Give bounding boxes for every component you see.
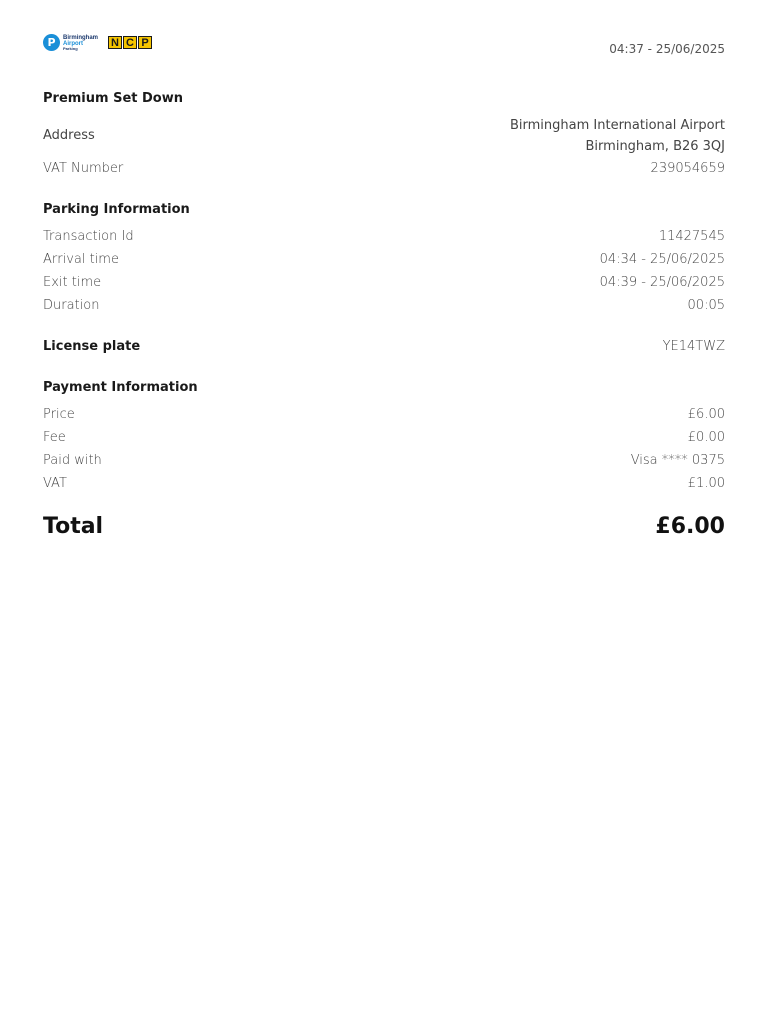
address-line2: Birmingham, B26 3QJ bbox=[585, 139, 725, 154]
payment-info-title: Payment Information bbox=[43, 380, 198, 395]
price-value: £6.00 bbox=[687, 407, 725, 422]
fee-row bbox=[43, 430, 725, 445]
receipt-timestamp: 04:37 - 25/06/2025 bbox=[609, 42, 725, 56]
ncp-logo bbox=[108, 36, 153, 49]
price-row bbox=[43, 407, 725, 422]
ncp-logo-letter-p: P bbox=[138, 36, 152, 49]
paid-with-label: Paid with bbox=[43, 453, 102, 468]
address-value bbox=[510, 115, 725, 157]
fee-value: £0.00 bbox=[687, 430, 725, 445]
bap-logo-line3: Parking bbox=[63, 45, 78, 51]
vat-number-label: VAT Number bbox=[43, 161, 124, 176]
vat-number-row bbox=[43, 161, 725, 176]
fee-label: Fee bbox=[43, 430, 66, 445]
exit-time-label: Exit time bbox=[43, 275, 102, 290]
vat-value: £1.00 bbox=[687, 476, 725, 491]
address-label: Address bbox=[43, 128, 95, 143]
transaction-id-row bbox=[43, 229, 725, 244]
price-label: Price bbox=[43, 407, 75, 422]
vat-number-value: 239054659 bbox=[650, 161, 725, 176]
exit-time-row bbox=[43, 275, 725, 290]
location-title: Premium Set Down bbox=[43, 91, 183, 106]
logos bbox=[43, 34, 153, 51]
vat-row bbox=[43, 476, 725, 491]
arrival-time-label: Arrival time bbox=[43, 252, 119, 267]
receipt-page bbox=[43, 0, 725, 539]
duration-value: 00:05 bbox=[687, 298, 725, 313]
duration-label: Duration bbox=[43, 298, 100, 313]
transaction-id-label: Transaction Id bbox=[43, 229, 134, 244]
license-plate-value: YE14TWZ bbox=[662, 339, 725, 354]
license-plate-row bbox=[43, 339, 725, 354]
exit-time-value: 04:39 - 25/06/2025 bbox=[599, 275, 725, 290]
bap-logo-text bbox=[63, 35, 98, 51]
parking-info-title: Parking Information bbox=[43, 202, 190, 217]
transaction-id-value: 11427545 bbox=[658, 229, 725, 244]
paid-with-value: Visa **** 0375 bbox=[630, 453, 725, 468]
ncp-logo-letter-n: N bbox=[108, 36, 122, 49]
bap-logo-line1: Birmingham bbox=[63, 34, 99, 41]
address-line1: Birmingham International Airport bbox=[509, 118, 725, 133]
license-plate-label: License plate bbox=[43, 339, 141, 354]
bap-logo-line2: Airport bbox=[63, 40, 83, 47]
arrival-time-row bbox=[43, 252, 725, 267]
total-label: Total bbox=[43, 514, 104, 539]
total-value: £6.00 bbox=[655, 514, 725, 539]
duration-row bbox=[43, 298, 725, 313]
ncp-logo-letter-c: C bbox=[123, 36, 137, 49]
parking-p-icon: P bbox=[43, 34, 60, 51]
receipt-header bbox=[43, 0, 725, 80]
birmingham-airport-parking-logo bbox=[43, 34, 98, 51]
vat-label: VAT bbox=[43, 476, 67, 491]
total-row bbox=[43, 514, 725, 539]
arrival-time-value: 04:34 - 25/06/2025 bbox=[599, 252, 725, 267]
paid-with-row bbox=[43, 453, 725, 468]
